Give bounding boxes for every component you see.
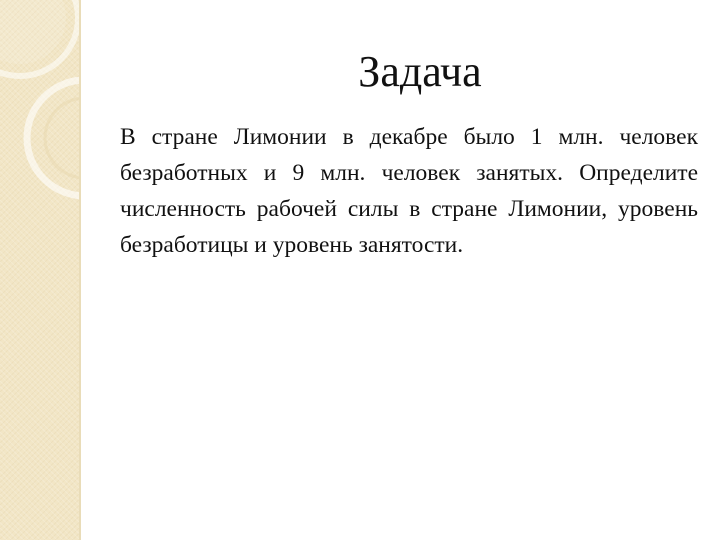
sidebar-divider (79, 0, 81, 540)
slide-title: Задача (358, 47, 482, 96)
ring-middle (27, 80, 79, 196)
ring-top-fill (0, 0, 66, 64)
decorative-sidebar (0, 0, 79, 540)
problem-text: В стране Лимонии в декабре было 1 млн. человек безработных и 9 млн. человек занятых. Определите численность рабочей силы в стране Лимонии, уровень безработицы и уровень занятости. (120, 124, 710, 258)
ring-middle-inner (45, 98, 79, 178)
decorative-rings (0, 0, 79, 540)
